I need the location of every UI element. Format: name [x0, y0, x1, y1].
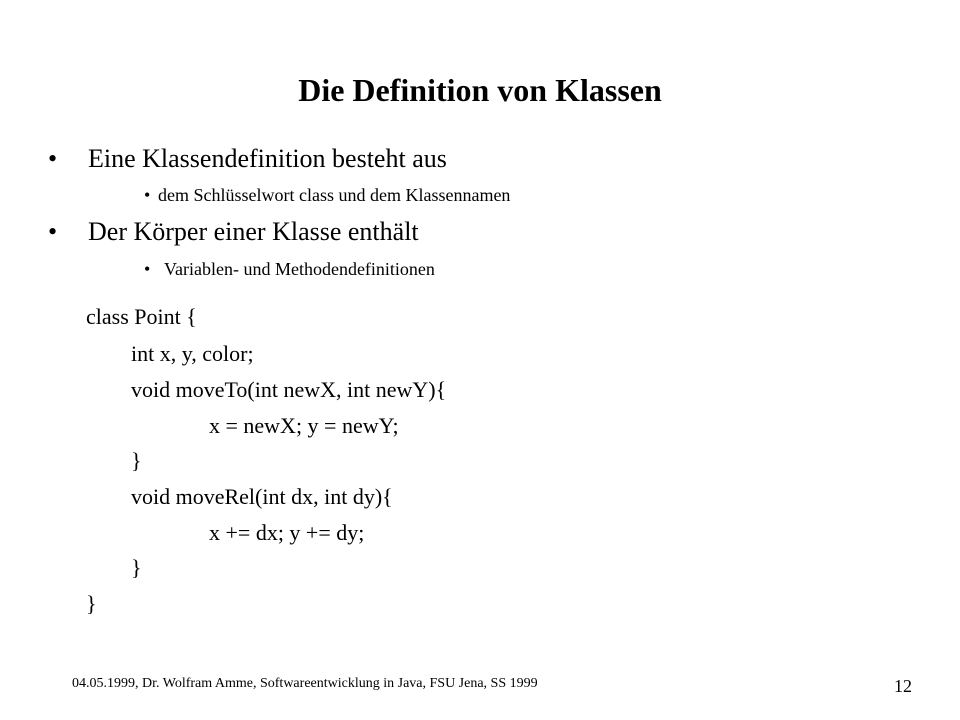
bullet-text: Eine Klassendefinition besteht aus	[88, 144, 447, 173]
code-line: }	[131, 448, 142, 473]
code-line: class Point {	[86, 304, 197, 329]
bullet-marker: •	[48, 217, 58, 246]
sub-bullet-1-1	[144, 182, 510, 208]
code-line: int x, y, color;	[131, 341, 254, 366]
bullet-marker: •	[48, 144, 58, 173]
sub-bullet-text: dem Schlüsselwort class und dem Klassennamen	[158, 185, 511, 205]
slide-title: Die Definition von Klassen	[298, 72, 662, 108]
sub-bullet-marker: •	[144, 259, 151, 279]
sub-bullet-2-1	[144, 256, 435, 282]
code-line: void moveRel(int dx, int dy){	[131, 484, 393, 509]
code-line: }	[131, 555, 142, 580]
code-line: x = newX; y = newY;	[209, 413, 399, 438]
code-line: void moveTo(int newX, int newY){	[131, 377, 447, 402]
sub-bullet-marker: •	[144, 185, 151, 205]
bullet-1	[48, 141, 447, 177]
code-line: x += dx; y += dy;	[209, 520, 365, 545]
page-number: 12	[894, 676, 912, 696]
code-line: }	[86, 591, 97, 616]
footer-text: 04.05.1999, Dr. Wolfram Amme, Softwareentwicklung in Java, FSU Jena, SS 1999	[72, 676, 538, 691]
bullet-2	[48, 214, 419, 250]
bullet-text: Der Körper einer Klasse enthält	[88, 217, 419, 246]
sub-bullet-text: Variablen- und Methodendefinitionen	[164, 259, 435, 279]
